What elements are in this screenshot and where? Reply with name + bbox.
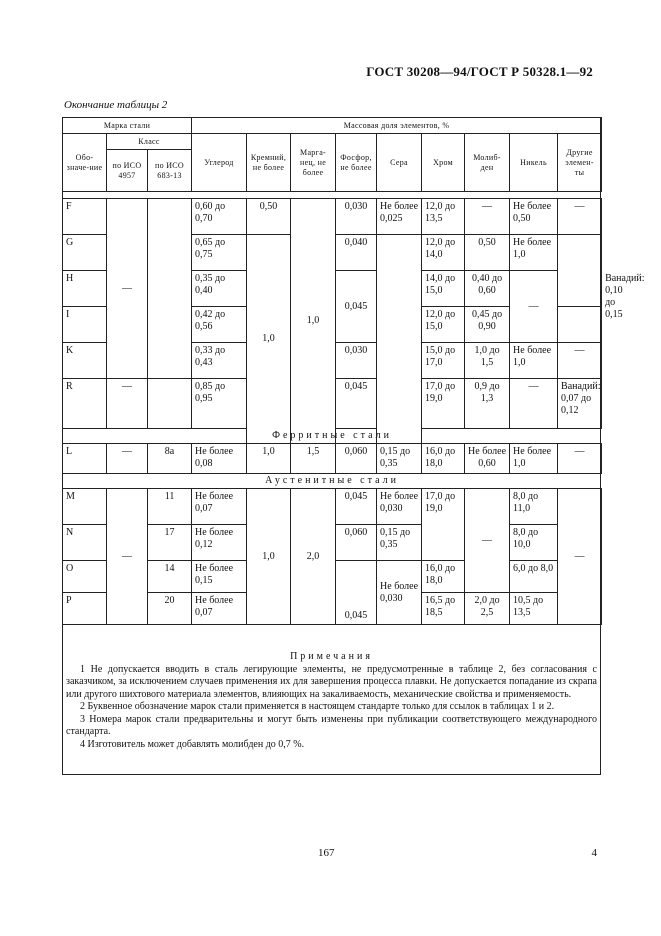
document-header: ГОСТ 30208—94/ГОСТ Р 50328.1—92 (366, 64, 593, 79)
carbon-cell: 0,33 до 0,43 (192, 343, 247, 379)
manganese-cell: 1,0 (291, 199, 336, 444)
col-header-marka: Марка стали (63, 118, 192, 134)
iso4957-cell: — (107, 489, 148, 625)
carbon-cell: Не более 0,07 (192, 593, 247, 625)
col-header-oboznachenie: Обо-значе-ние (63, 134, 107, 192)
col-header-silicon: Кремний, не более (247, 134, 291, 192)
col-header-molybdenum: Молиб-ден (465, 134, 510, 192)
molybdenum-cell: 0,50 (465, 235, 510, 271)
phosphorus-cell: 0,045 (336, 379, 377, 429)
other-cell: — (558, 343, 602, 379)
nickel-cell: — (510, 379, 558, 429)
sulfur-cell: 0,15 до 0,35 (377, 444, 422, 474)
chromium-cell: 16,0 до 18,0 (422, 444, 465, 474)
phosphorus-cell: 0,060 (336, 525, 377, 561)
grade-cell: P (63, 593, 107, 625)
carbon-cell: Не более 0,12 (192, 525, 247, 561)
chromium-cell: 12,0 до 13,5 (422, 199, 465, 235)
grade-cell: L (63, 444, 107, 474)
nickel-cell: Не более 1,0 (510, 235, 558, 271)
grade-cell: G (63, 235, 107, 271)
silicon-cell: 1,0 (247, 489, 291, 625)
grade-cell: F (63, 199, 107, 235)
notes-block (66, 651, 597, 751)
col-header-klass: Класс (107, 134, 192, 150)
table-caption: Окончание таблицы 2 (64, 99, 168, 111)
grade-cell: N (63, 525, 107, 561)
iso683-cell: 17 (148, 525, 192, 561)
grade-cell: K (63, 343, 107, 379)
silicon-cell: 1,0 (247, 235, 291, 444)
nickel-cell: Не более 1,0 (510, 444, 558, 474)
col-header-sulfur: Сера (377, 134, 422, 192)
grade-cell: O (63, 561, 107, 593)
sheet-number: 4 (591, 847, 597, 859)
molybdenum-cell: — (465, 199, 510, 235)
sulfur-cell: Не более 0,030 (377, 489, 422, 525)
sulfur-cell: Не более 0,030 (377, 561, 422, 625)
iso683-cell: 11 (148, 489, 192, 525)
page-number: 167 (318, 847, 335, 859)
nickel-cell: Не более 1,0 (510, 343, 558, 379)
col-header-other: Другие элемен-ты (558, 134, 602, 192)
molybdenum-cell: 0,9 до 1,3 (465, 379, 510, 429)
phosphorus-cell: 0,045 (336, 271, 377, 343)
note-3: 3 Номера марок стали предварительны и могут быть изменены при публикации соответствующего международного стандарта. (66, 713, 597, 737)
chromium-cell: 12,0 до 15,0 (422, 307, 465, 343)
phosphorus-cell: 0,060 (336, 444, 377, 474)
table-row: H 0,35 до 0,40 0,045 14,0 до 15,0 0,40 до 0,60 — Ванадий: 0,10 до 0,15 (63, 271, 602, 307)
molybdenum-cell: 0,45 до 0,90 (465, 307, 510, 343)
phosphorus-cell: 0,040 (336, 235, 377, 271)
note-4: 4 Изготовитель может добавлять молибден до 0,7 %. (80, 738, 305, 750)
carbon-cell: 0,85 до 0,95 (192, 379, 247, 429)
sulfur-cell: 0,15 до 0,35 (377, 525, 422, 561)
carbon-cell: 0,35 до 0,40 (192, 271, 247, 307)
iso4957-cell: — (107, 199, 148, 379)
col-header-chromium: Хром (422, 134, 465, 192)
grade-cell: R (63, 379, 107, 429)
carbon-cell: Не более 0,15 (192, 561, 247, 593)
nickel-cell: 8,0 до 10,0 (510, 525, 558, 561)
chromium-cell: 17,0 до 19,0 (422, 379, 465, 429)
manganese-cell: 1,5 (291, 444, 336, 474)
molybdenum-cell: 2,0 до 2,5 (465, 593, 510, 625)
nickel-cell: Не более 0,50 (510, 199, 558, 235)
molybdenum-cell: 0,40 до 0,60 (465, 271, 510, 307)
grade-cell: H (63, 271, 107, 307)
sulfur-cell: Не более 0,025 (377, 199, 422, 235)
other-cell: Ванадий: 0,07 до 0,12 (558, 379, 602, 429)
nickel-cell: 6,0 до 8,0 (510, 561, 558, 593)
nickel-cell: 10,5 до 13,5 (510, 593, 558, 625)
grade-cell: I (63, 307, 107, 343)
phosphorus-cell: 0,030 (336, 343, 377, 379)
col-header-nickel: Никель (510, 134, 558, 192)
note-1: 1 Не допускается вводить в сталь легирующие элементы, не предусмотренные в таблице 2, без согласования с заказчиком, за исключением случаев применения их для завершения процесса плавки. Не допускается попадание из скрапа или другого шихтового материала элементов, влияющих на закаливаемость, механические свойства и применяемость. (66, 663, 597, 700)
silicon-cell: 0,50 (247, 199, 291, 235)
section-ferritic: Ферритные стали (63, 429, 602, 444)
col-header-phosphorus: Фосфор, не более (336, 134, 377, 192)
silicon-cell: 1,0 (247, 444, 291, 474)
grade-cell: M (63, 489, 107, 525)
phosphorus-cell: 0,030 (336, 199, 377, 235)
col-header-iso683: по ИСО 683-13 (148, 150, 192, 192)
chromium-cell: 16,5 до 18,5 (422, 593, 465, 625)
chromium-cell: 14,0 до 15,0 (422, 271, 465, 307)
carbon-cell: Не более 0,08 (192, 444, 247, 474)
phosphorus-cell: 0,045 (336, 489, 377, 525)
iso683-cell: 8a (148, 444, 192, 474)
nickel-cell: 8,0 до 11,0 (510, 489, 558, 525)
section-austenitic: Аустенитные стали (63, 474, 602, 489)
col-header-iso4957: по ИСО 4957 (107, 150, 148, 192)
other-cell: — (558, 199, 602, 235)
carbon-cell: 0,60 до 0,70 (192, 199, 247, 235)
carbon-cell: 0,65 до 0,75 (192, 235, 247, 271)
molybdenum-cell: — (465, 489, 510, 593)
other-cell: — (558, 489, 602, 625)
chromium-cell: 15,0 до 17,0 (422, 343, 465, 379)
molybdenum-cell: 1,0 до 1,5 (465, 343, 510, 379)
col-header-carbon: Углерод (192, 134, 247, 192)
carbon-cell: 0,42 до 0,56 (192, 307, 247, 343)
chromium-cell: 17,0 до 19,0 (422, 489, 465, 561)
chromium-cell: 16,0 до 18,0 (422, 561, 465, 593)
notes-title: Примечания (290, 651, 373, 662)
molybdenum-cell: Не более 0,60 (465, 444, 510, 474)
col-header-massovaya: Массовая доля элементов, % (192, 118, 602, 134)
phosphorus-cell: 0,045 (336, 561, 377, 625)
iso683-cell: 20 (148, 593, 192, 625)
manganese-cell: 2,0 (291, 489, 336, 625)
col-header-manganese: Марга-нец, не более (291, 134, 336, 192)
iso4957-cell: — (107, 379, 148, 429)
iso4957-cell: — (107, 444, 148, 474)
carbon-cell: Не более 0,07 (192, 489, 247, 525)
note-2: 2 Буквенное обозначение марок стали применяется в настоящем стандарте только для ссылок в таблицах 1 и 2. (80, 701, 555, 712)
chromium-cell: 12,0 до 14,0 (422, 235, 465, 271)
iso683-cell: 14 (148, 561, 192, 593)
nickel-cell: — (510, 271, 558, 343)
other-cell: — (558, 444, 602, 474)
